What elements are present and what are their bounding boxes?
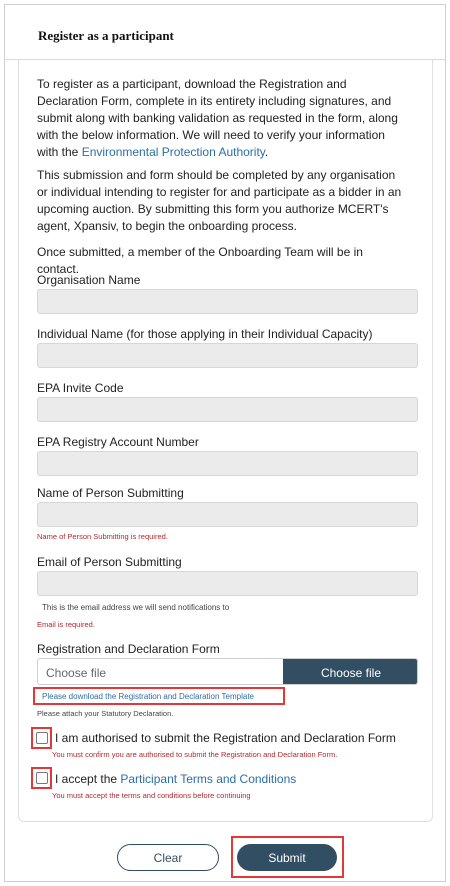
submitter-email-hint: This is the email address we will send notifications to (42, 603, 230, 612)
file-upload[interactable] (37, 658, 418, 685)
form-header (4, 4, 446, 60)
page-title: Register as a participant (38, 28, 174, 43)
intro-paragraph-1 (37, 76, 407, 161)
terms-error: You must accept the terms and conditions before continuing (52, 791, 251, 800)
org-name-label: Organisation Name (37, 273, 141, 287)
terms-label (55, 772, 296, 786)
epa-account-label: EPA Registry Account Number (37, 435, 199, 449)
epa-code-input[interactable] (37, 397, 418, 422)
choose-file-button[interactable]: Choose file (283, 659, 418, 685)
epa-link[interactable]: Environmental Protection Authority (81, 145, 265, 159)
individual-name-input[interactable] (37, 343, 418, 368)
clear-button[interactable]: Clear (117, 844, 219, 871)
upload-error: Please attach your Statutory Declaration. (37, 709, 174, 718)
terms-checkbox[interactable] (36, 772, 48, 784)
org-name-input[interactable] (37, 289, 418, 314)
epa-account-input[interactable] (37, 451, 418, 476)
submitter-email-input[interactable] (37, 571, 418, 596)
intro-paragraph-2: This submission and form should be completed by any organisation or individual intending to register for and participate as a bidder in an upcoming auction. By submitting this form you authorize MCERT's agent, Xpansiv, to begin the onboarding process. (37, 168, 402, 233)
terms-link[interactable]: Participant Terms and Conditions (120, 772, 297, 786)
file-name-placeholder: Choose file (46, 666, 107, 680)
intro-text-1-end: . (264, 145, 269, 159)
intro-paragraph-3: Once submitted, a member of the Onboarding Team will be in contact. (37, 245, 363, 276)
epa-code-label: EPA Invite Code (37, 381, 124, 395)
individual-name-label: Individual Name (for those applying in their Individual Capacity) (37, 327, 373, 341)
submitter-name-input[interactable] (37, 502, 418, 527)
terms-label-prefix: I accept the (55, 772, 121, 786)
upload-label: Registration and Declaration Form (37, 642, 220, 656)
authorised-label: I am authorised to submit the Registration and Declaration Form (55, 731, 396, 745)
submitter-email-label: Email of Person Submitting (37, 555, 182, 569)
submitter-email-error: Email is required. (37, 620, 95, 629)
submitter-name-label: Name of Person Submitting (37, 486, 184, 500)
template-download-link[interactable]: Please download the Registration and Declaration Template (42, 692, 254, 701)
intro-text-1: To register as a participant, download the Registration and Declaration Form, complete in its entirety including signatures, and submit along with banking validation as requested in the form, along with the below information. We will need to verify your information with the (37, 77, 398, 159)
submitter-name-error: Name of Person Submitting is required. (37, 532, 168, 541)
submit-button[interactable]: Submit (237, 844, 337, 871)
authorised-error: You must confirm you are authorised to submit the Registration and Declaration Form. (52, 750, 338, 759)
authorised-checkbox[interactable] (36, 732, 48, 744)
